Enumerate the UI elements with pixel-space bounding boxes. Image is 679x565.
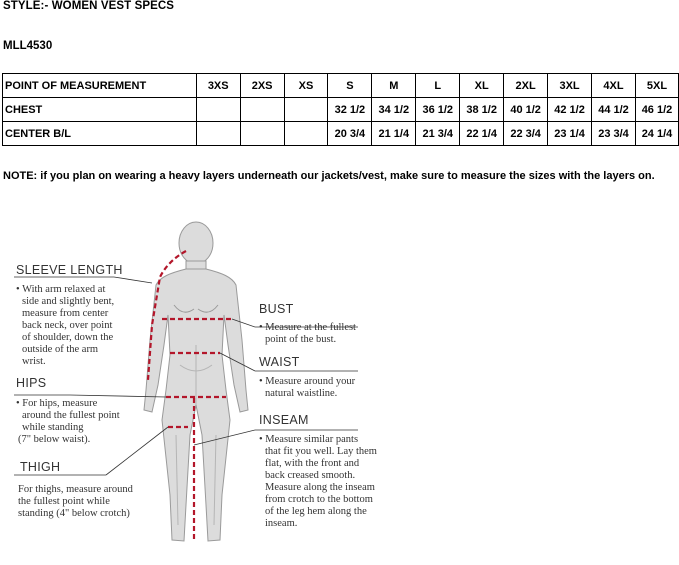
table-cell: CENTER B/L xyxy=(3,122,197,146)
column-header: L xyxy=(416,74,460,98)
column-header: 2XL xyxy=(504,74,548,98)
table-cell xyxy=(196,98,240,122)
column-header: 3XS xyxy=(196,74,240,98)
style-code: MLL4530 xyxy=(3,40,53,52)
hips-title: HIPS xyxy=(16,376,47,390)
table-cell: 21 3/4 xyxy=(416,122,460,146)
table-header-row xyxy=(3,74,679,98)
table-row xyxy=(3,98,679,122)
column-header: 4XL xyxy=(592,74,636,98)
column-header: S xyxy=(328,74,372,98)
table-cell: 22 1/4 xyxy=(460,122,504,146)
table-cell: 36 1/2 xyxy=(416,98,460,122)
hips-text: • For hips, measure around the fullest point while standing (7" below waist). xyxy=(16,398,120,445)
column-header: 2XS xyxy=(240,74,284,98)
table-row xyxy=(3,122,679,146)
layering-note: NOTE: if you plan on wearing a heavy layers underneath our jackets/vest, make sure to measure the sizes with the layers on. xyxy=(3,170,655,182)
table-cell: 23 1/4 xyxy=(548,122,592,146)
column-header: POINT OF MEASUREMENT xyxy=(3,74,197,98)
column-header: XS xyxy=(284,74,328,98)
table-cell: 38 1/2 xyxy=(460,98,504,122)
waist-title: WAIST xyxy=(259,355,300,369)
table-cell: 23 3/4 xyxy=(592,122,636,146)
style-title: STYLE:- WOMEN VEST SPECS xyxy=(3,0,175,12)
table-cell: 46 1/2 xyxy=(635,98,678,122)
table-cell: 40 1/2 xyxy=(504,98,548,122)
table-cell: 22 3/4 xyxy=(504,122,548,146)
column-header: M xyxy=(372,74,416,98)
measurement-guide-diagram xyxy=(0,205,679,565)
column-header: 5XL xyxy=(635,74,678,98)
table-cell xyxy=(284,98,328,122)
table-cell: 34 1/2 xyxy=(372,98,416,122)
table-cell: 44 1/2 xyxy=(592,98,636,122)
sleeve-length-text: • With arm relaxed at side and slightly bent, measure from center back neck, over point of shoulder, down the outside of the arm wrist. xyxy=(16,284,115,367)
table-cell: 21 1/4 xyxy=(372,122,416,146)
bust-title: BUST xyxy=(259,302,294,316)
table-cell xyxy=(240,98,284,122)
table-cell xyxy=(196,122,240,146)
sleeve-length-title: SLEEVE LENGTH xyxy=(16,263,123,277)
table-cell: 20 3/4 xyxy=(328,122,372,146)
thigh-text: For thighs, measure around the fullest point while standing (4" below crotch) xyxy=(18,484,133,519)
table-cell xyxy=(284,122,328,146)
inseam-text: • Measure similar pants that fit you well. Lay them flat, with the front and back creased smooth. Measure along the inseam from crotch to the bottom of the leg hem along the inseam. xyxy=(259,434,377,529)
column-header: 3XL xyxy=(548,74,592,98)
table-cell: 32 1/2 xyxy=(328,98,372,122)
table-cell: 24 1/4 xyxy=(635,122,678,146)
bust-text: • Measure at the fullest point of the bust. xyxy=(259,322,356,345)
table-cell: CHEST xyxy=(3,98,197,122)
thigh-title: THIGH xyxy=(20,460,61,474)
inseam-title: INSEAM xyxy=(259,413,309,427)
waist-text: • Measure around your natural waistline. xyxy=(259,376,356,399)
body-figure-illustration xyxy=(144,222,248,541)
table-cell: 42 1/2 xyxy=(548,98,592,122)
spec-table xyxy=(2,73,679,146)
column-header: XL xyxy=(460,74,504,98)
table-cell xyxy=(240,122,284,146)
